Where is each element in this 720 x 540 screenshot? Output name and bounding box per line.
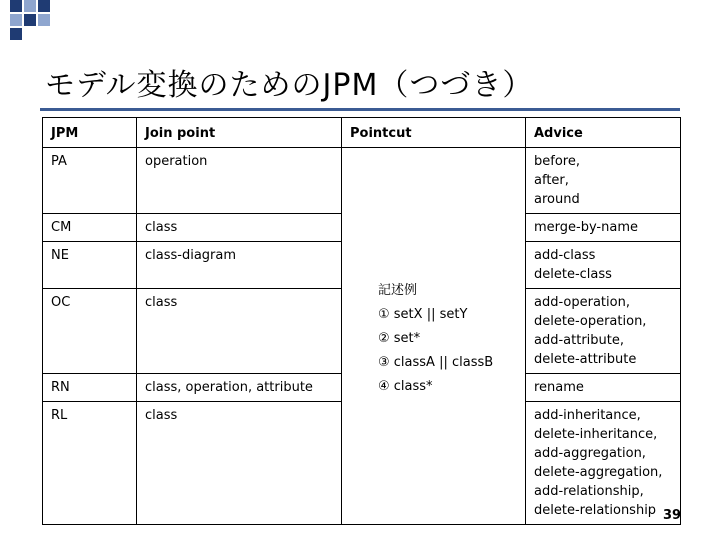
advice-cell: add-inheritance, delete-inheritance, add-aggregation, delete-aggregation, add-relationship, delete-relationship — [526, 402, 681, 525]
jpm-cell: NE — [43, 242, 137, 289]
jpm-table — [42, 117, 681, 525]
decor-square — [10, 14, 22, 26]
join-point-cell: class-diagram — [137, 242, 342, 289]
jpm-cell: CM — [43, 214, 137, 242]
advice-cell: rename — [526, 374, 681, 402]
page-number: 39 — [663, 508, 682, 523]
table-header-row — [43, 118, 681, 148]
decor-square — [24, 0, 36, 12]
decor-square — [24, 14, 36, 26]
header-advice: Advice — [526, 118, 681, 148]
jpm-cell: PA — [43, 148, 137, 214]
advice-cell: add-class delete-class — [526, 242, 681, 289]
pointcut-example: ③ classA || classB — [378, 355, 494, 370]
advice-cell: add-operation, delete-operation, add-attribute, delete-attribute — [526, 289, 681, 374]
join-point-cell: class, operation, attribute — [137, 374, 342, 402]
join-point-cell: class — [137, 402, 342, 525]
decor-square — [10, 28, 22, 40]
title-underline — [40, 108, 680, 111]
header-jpm: JPM — [43, 118, 137, 148]
table-row — [43, 148, 681, 214]
pointcut-heading: 記述例 — [378, 283, 418, 298]
jpm-cell: RL — [43, 402, 137, 525]
pointcut-example: ④ class* — [378, 379, 433, 394]
header-pointcut: Pointcut — [342, 118, 526, 148]
header-join-point: Join point — [137, 118, 342, 148]
pointcut-example: ② set* — [378, 331, 421, 346]
decor-square — [38, 14, 50, 26]
slide-title: モデル変換のためのJPM（つづき） — [45, 68, 534, 103]
jpm-cell: RN — [43, 374, 137, 402]
join-point-cell: operation — [137, 148, 342, 214]
decor-square — [10, 0, 22, 12]
decor-square — [38, 0, 50, 12]
pointcut-cell — [342, 148, 526, 525]
pointcut-examples — [350, 273, 518, 399]
jpm-cell: OC — [43, 289, 137, 374]
pointcut-example: ① setX || setY — [378, 307, 468, 322]
join-point-cell: class — [137, 214, 342, 242]
advice-cell: merge-by-name — [526, 214, 681, 242]
join-point-cell: class — [137, 289, 342, 374]
advice-cell: before, after, around — [526, 148, 681, 214]
